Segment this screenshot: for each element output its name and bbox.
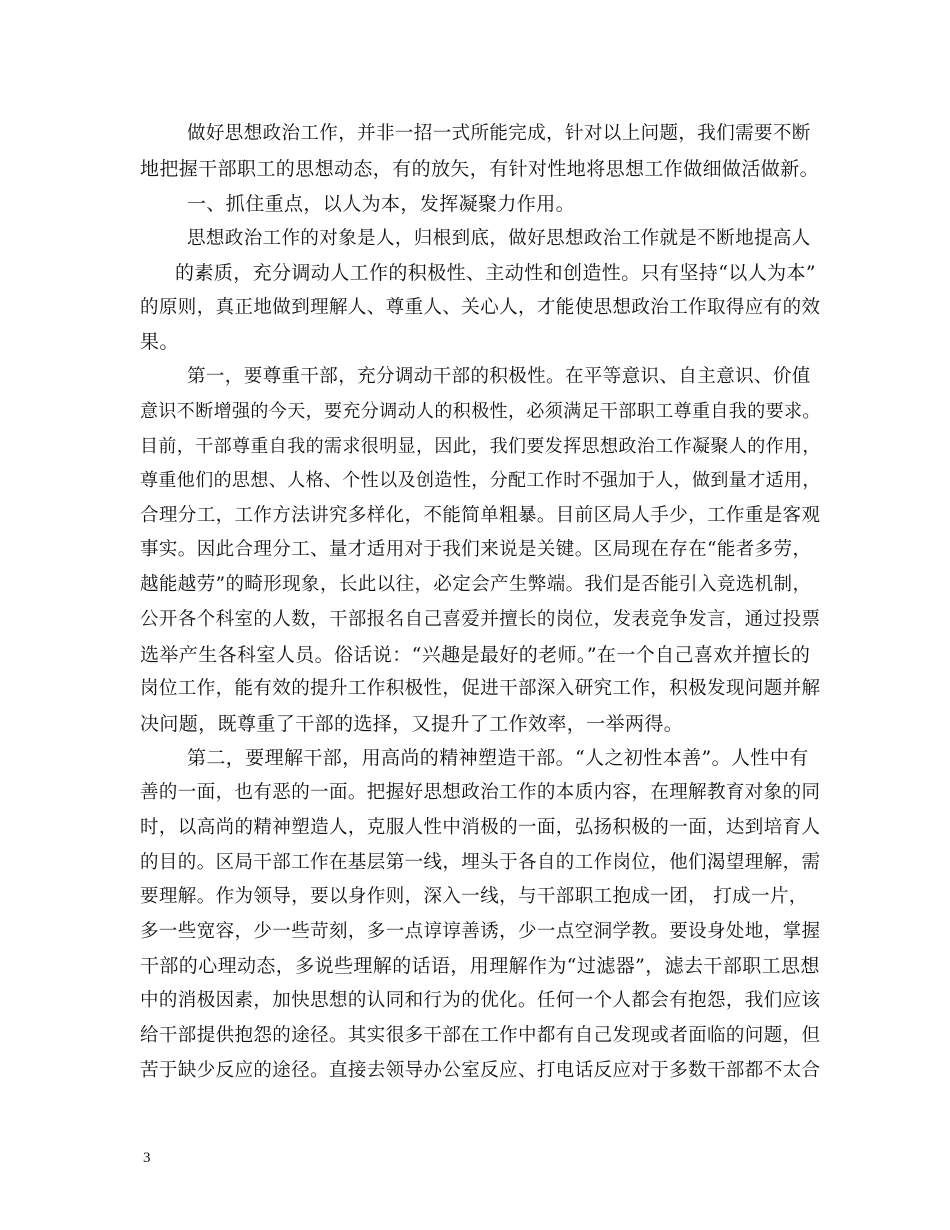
paragraph-line: 越能越劳”的畸形现象，长此以往，必定会产生弊端。我们是否能引入竞选机制， (140, 574, 812, 595)
paragraph-line: 第一，要尊重干部，充分调动干部的积极性。在平等意识、自主意识、价值 (187, 366, 811, 387)
paragraph-line: 时，以高尚的精神塑造人，克服人性中消极的一面，弘扬积极的一面，达到培育人 (140, 817, 821, 838)
paragraph-line: 的素质，充分调动人工作的积极性、主动性和创造性。只有坚持“以人为本” (175, 262, 817, 284)
paragraph-line: 的原则，真正地做到理解人、尊重人、关心人，才能使思想政治工作取得应有的效 (140, 297, 821, 318)
paragraph-line: 给干部提供抱怨的途径。其实很多干部在工作中都有自己发现或者面临的问题，但 (140, 1025, 821, 1046)
paragraph-line: 合理分工，工作方法讲究多样化，不能简单粗暴。目前区局人手少，工作重是客观 (140, 505, 821, 526)
paragraph-line: 决问题，既尊重了干部的选择，又提升了工作效率，一举两得。 (140, 713, 684, 735)
paragraph-line: 中的消极因素，加快思想的认同和行为的优化。任何一个人都会有抱怨，我们应该 (140, 990, 821, 1011)
paragraph-line: 做好思想政治工作，并非一招一式所能完成，针对以上问题，我们需要不断 (187, 123, 811, 144)
section-heading: 一、抓住重点，以人为本，发挥凝聚力作用。 (187, 193, 576, 215)
paragraph-line: 地把握干部职工的思想动态，有的放矢，有针对性地将思想工作做细做活做新。 (140, 158, 820, 180)
paragraph-line: 目前，干部尊重自我的需求很明显，因此，我们要发挥思想政治工作凝聚人的作用， (140, 436, 821, 457)
paragraph-line: 苦于缺少反应的途径。直接去领导办公室反应、打电话反应对于多数干部都不太合 (140, 1060, 821, 1081)
paragraph-line: 多一些宽容，少一些苛刻，多一点谆谆善诱，少一点空洞学教。要设身处地，掌握 (140, 921, 821, 942)
paragraph-line: 干部的心理动态，多说些理解的话语，用理解作为“过滤器”，滤去干部职工思想 (140, 955, 820, 977)
paragraph-line: 意识不断增强的今天，要充分调动人的积极性，必须满足干部职工尊重自我的要求。 (140, 401, 821, 422)
paragraph-line: 第二，要理解干部，用高尚的精神塑造干部。“人之初性本善”。人性中有 (187, 747, 809, 769)
page-number: 3 (143, 1150, 151, 1166)
paragraph-line: 果。 (140, 331, 179, 353)
paragraph-line: 事实。因此合理分工、量才适用对于我们来说是关键。区局现在存在“能者多劳， (140, 539, 812, 560)
paragraph-line: 思想政治工作的对象是人，归根到底，做好思想政治工作就是不断地提高人 (187, 228, 811, 249)
paragraph-line: 尊重他们的思想、人格、个性以及创造性，分配工作时不强加于人，做到量才适用， (140, 470, 821, 491)
paragraph-line: 岗位工作，能有效的提升工作积极性，促进干部深入研究工作，积极发现问题并解 (140, 678, 821, 699)
paragraph-line: 的目的。区局干部工作在基层第一线，埋头于各自的工作岗位，他们渴望理解，需 (140, 852, 821, 873)
paragraph-line: 公开各个科室的人数，干部报名自己喜爱并擅长的岗位，发表竞争发言，通过投票 (140, 609, 821, 630)
paragraph-line: 要理解。作为领导，要以身作则，深入一线，与干部职工抱成一团， 打成一片， (140, 886, 808, 907)
paragraph-line: 善的一面，也有恶的一面。把握好思想政治工作的本质内容，在理解教育对象的同 (140, 782, 821, 803)
paragraph-line: 选举产生各科室人员。俗话说：“兴趣是最好的老师。”在一个自己喜欢并擅长的 (140, 644, 811, 666)
